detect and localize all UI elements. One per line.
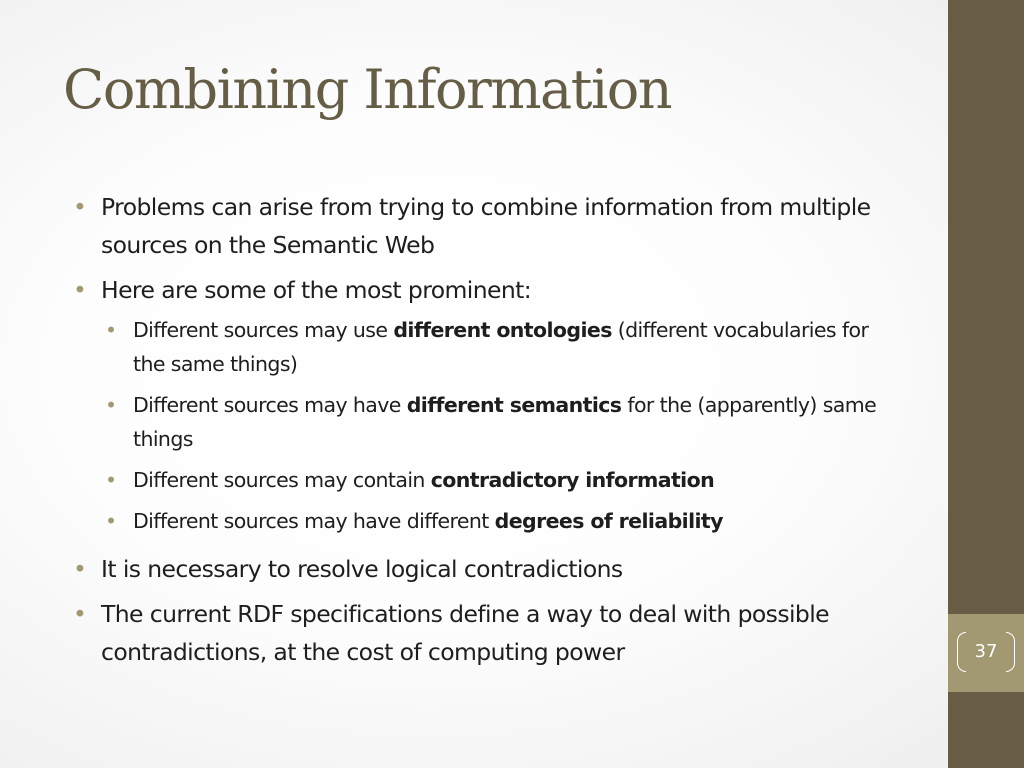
sub-bullet-item [101,388,893,456]
sub-bullet-emphasis: degrees of reliability [494,509,723,533]
bullet-item [73,550,893,588]
bullet-item [73,188,893,264]
sub-bullet-item [101,313,893,381]
sub-bullet-text: Different sources may have different [133,509,495,533]
bullet-marker-icon: • [73,193,87,221]
bullet-marker-icon: • [73,555,87,583]
sub-bullet-marker-icon: • [105,393,117,417]
bullet-text: Here are some of the most prominent: [101,276,532,304]
bullet-item [73,595,893,671]
sub-bullet-emphasis: contradictory information [430,468,715,492]
bullet-item [73,271,893,538]
sub-bullet-item [101,463,893,497]
slide-title: Combining Information [63,58,672,121]
slide-body [73,188,893,678]
bullet-list [73,188,893,671]
sub-bullet-text: Different sources may use [133,318,394,342]
sub-bullet-list [101,313,893,538]
bullet-text: Problems can arise from trying to combine information from multiple sources on the Semantic Web [101,193,871,259]
sub-bullet-text: Different sources may have [133,393,407,417]
bullet-text: The current RDF specifications define a way to deal with possible contradictions, at the cost of computing power [101,600,829,666]
sub-bullet-marker-icon: • [105,509,117,533]
sub-bullet-item [101,504,893,538]
sub-bullet-text: for the (apparently) same things [133,393,877,451]
sub-bullet-emphasis: different semantics [406,393,622,417]
page-number: 37 [974,641,998,662]
sub-bullet-marker-icon: • [105,468,117,492]
sub-bullet-marker-icon: • [105,318,117,342]
sub-bullet-text: (different vocabularies for the same things) [133,318,869,376]
bullet-text: It is necessary to resolve logical contradictions [101,555,623,583]
page-number-box [948,614,1024,692]
sub-bullet-text: Different sources may contain [133,468,431,492]
bullet-marker-icon: • [73,276,87,304]
bullet-marker-icon: • [73,600,87,628]
sub-bullet-emphasis: different ontologies [393,318,612,342]
